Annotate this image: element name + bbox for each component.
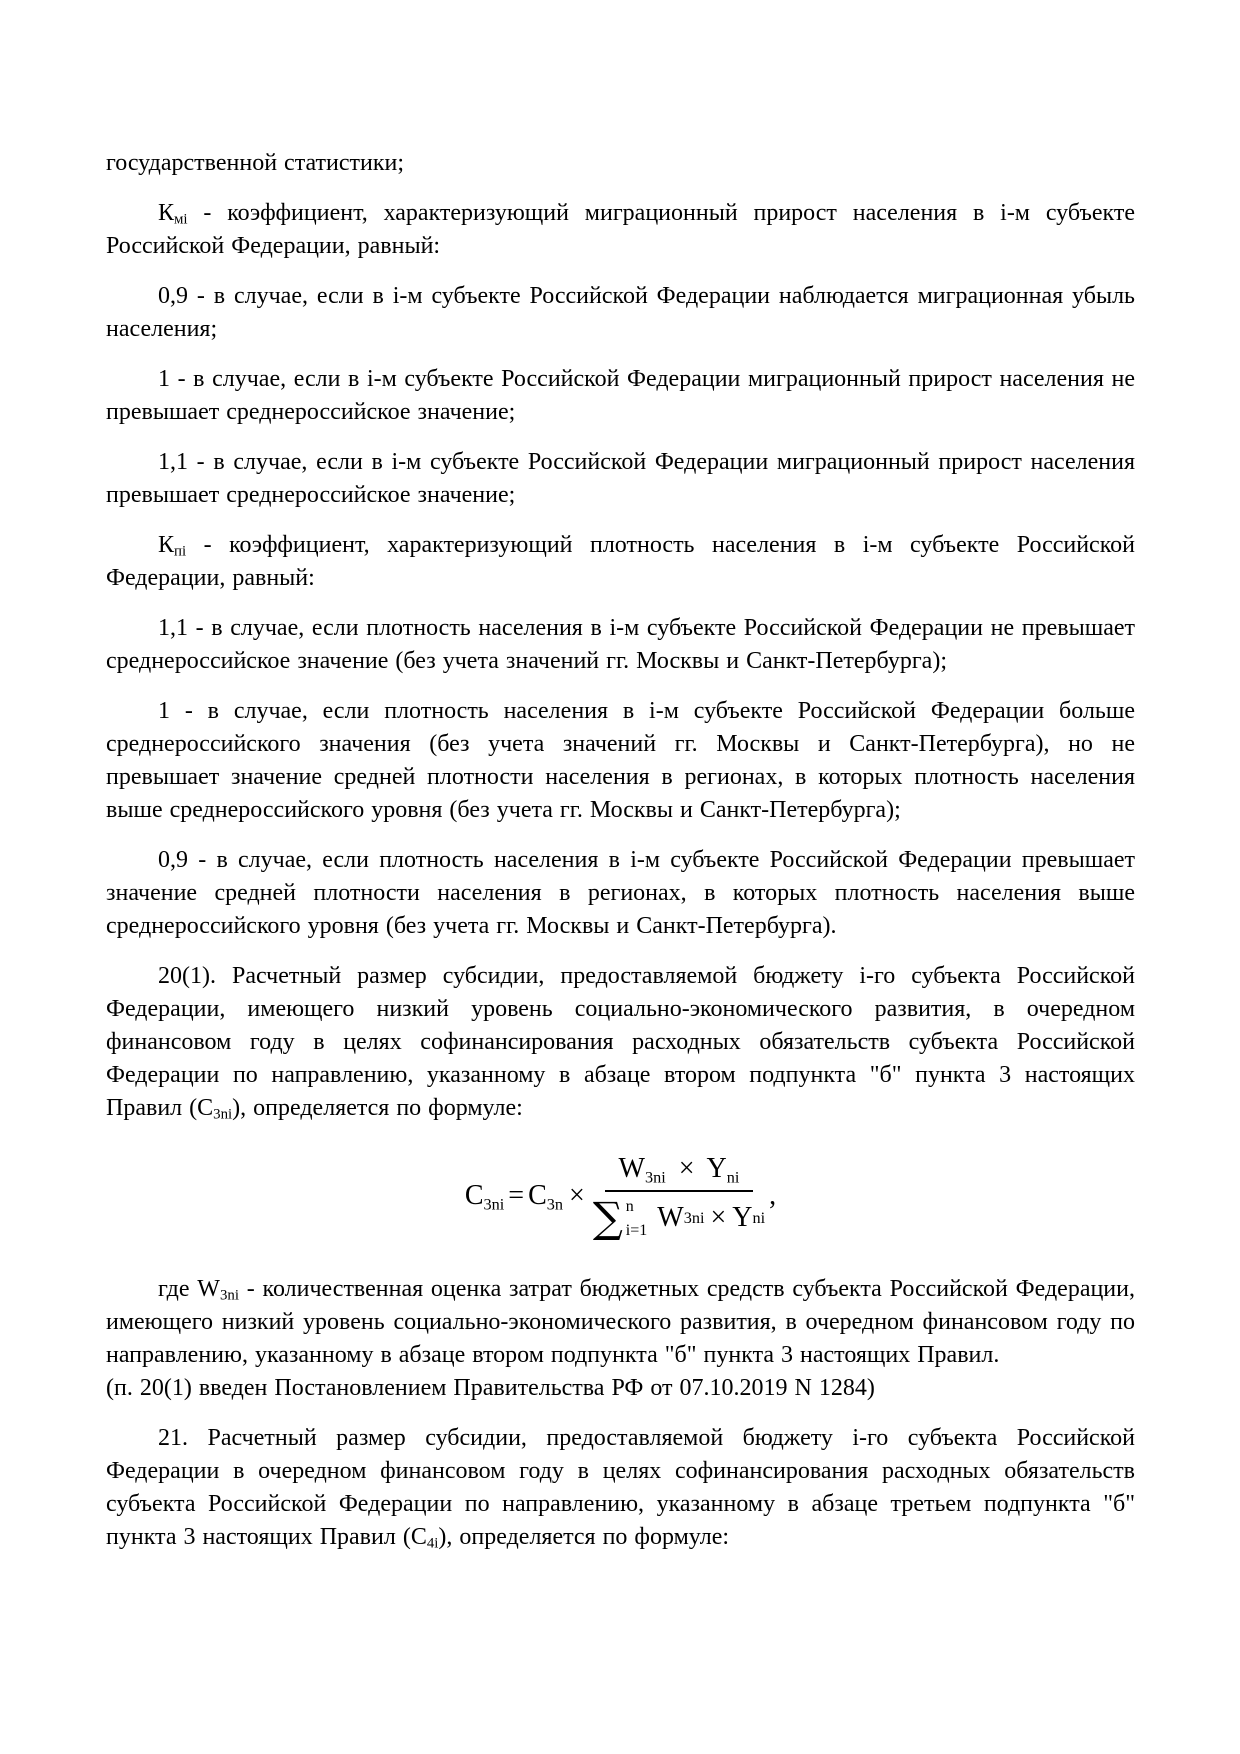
paragraph	[106, 1422, 1135, 1554]
text-run: 1,1 - в случае, если в i-м субъекте Российской Федерации миграционный прирост населения превышает среднероссийское значение;	[106, 449, 1135, 508]
text-run: (п. 20(1) введен Постановлением Правительства РФ от 07.10.2019 N 1284)	[106, 1375, 875, 1401]
subscript-text: 4i	[426, 1535, 439, 1552]
sum-icon: ∑	[592, 1193, 623, 1242]
paragraph	[106, 446, 1135, 512]
text-run: ), определяется по формуле:	[232, 1095, 523, 1121]
document-body	[106, 147, 1135, 1554]
text-run: ), определяется по формуле:	[438, 1524, 730, 1550]
formula-trailing-comma: ,	[769, 1180, 777, 1211]
sum-lower-limit: i=1	[625, 1222, 648, 1239]
equals-sign: =	[508, 1180, 525, 1211]
formula-coef-subscript: 3n	[546, 1195, 564, 1214]
sum-upper-limit: n	[625, 1198, 634, 1215]
text-run: государственной статистики;	[106, 150, 404, 176]
fraction-denominator: ∑ n i=1 W 3ni × Y ni	[592, 1193, 766, 1242]
subscript-text: пi	[174, 543, 187, 560]
paragraph	[106, 363, 1135, 429]
text-run: 1,1 - в случае, если плотность населения в i-м субъекте Российской Федерации не превышает среднероссийское значение (без учета значений гг. Москвы и Санкт-Петербурга);	[106, 615, 1135, 674]
text-run: 21. Расчетный размер субсидии, предоставляемой бюджету i-го субъекта Российской Федерации в очередном финансовом году в целях софинансирования расходных обязательств субъекта Российской Федерации по направлению, указанному в абзаце третьем подпункта "б" пункта 3 настоящих Правил (С	[106, 1425, 1135, 1550]
text-run: К	[158, 200, 175, 226]
paragraph	[106, 147, 1135, 180]
fraction	[592, 1153, 766, 1242]
text-run: где W	[158, 1276, 220, 1302]
sum-limits	[626, 1197, 647, 1239]
multiply-sign: ×	[569, 1180, 585, 1211]
formula-coef: $C_{3n}$	[528, 1180, 564, 1214]
paragraph	[106, 695, 1135, 827]
paragraph	[106, 1273, 1135, 1372]
text-run: 0,9 - в случае, если в i-м субъекте Российской Федерации наблюдается миграционная убыль населения;	[106, 283, 1135, 342]
text-run: К	[158, 532, 175, 558]
text-run: 20(1). Расчетный размер субсидии, предоставляемой бюджету i-го субъекта Российской Федерации, имеющего низкий уровень социально-экономического развития, в очередном финансовом году в целях софинансирования расходных обязательств субъекта Российской Федерации по направлению, указанному в абзаце втором подпункта "б" пункта 3 настоящих Правил (С	[106, 963, 1135, 1121]
text-run: 1 - в случае, если плотность населения в i-м субъекте Российской Федерации больше среднероссийского значения (без учета значений гг. Москвы и Санкт-Петербурга), но не превышает значение средней плотности населения в регионах, в которых плотность населения выше среднероссийского уровня (без учета гг. Москвы и Санкт-Петербурга);	[106, 698, 1135, 823]
subscript-text: 3ni	[219, 1287, 239, 1304]
text-run: 0,9 - в случае, если плотность населения в i-м субъекте Российской Федерации превышает значение средней плотности населения в регионах, в которых плотность населения выше среднероссийского уровня (без учета гг. Москвы и Санкт-Петербурга).	[106, 847, 1135, 939]
paragraph	[106, 529, 1135, 595]
fraction-numerator: $W_{3ni} \times Y_{ni}$	[605, 1153, 754, 1192]
multiply-sign: ×	[710, 1202, 727, 1233]
paragraph	[106, 612, 1135, 678]
text-run: 1 - в случае, если в i-м субъекте Российской Федерации миграционный прирост населения не превышает среднероссийское значение;	[106, 366, 1135, 425]
subscript-text: 3ni	[213, 1106, 233, 1123]
subscript-text: мi	[174, 211, 188, 228]
text-run: - коэффициент, характеризующий миграционный прирост населения в i-м субъекте Российской Федерации, равный:	[106, 200, 1135, 259]
paragraph	[106, 197, 1135, 263]
paragraph	[106, 960, 1135, 1125]
formula	[106, 1153, 1135, 1242]
multiply-sign: ×	[678, 1153, 695, 1184]
text-run: - коэффициент, характеризующий плотность населения в i-м субъекте Российской Федерации, равный:	[106, 532, 1135, 591]
text-run: - количественная оценка затрат бюджетных средств субъекта Российской Федерации, имеющего низкий уровень социально-экономического развития, в очередном финансовом году по направлению, указанному в абзаце втором подпункта "б" пункта 3 настоящих Правил.	[106, 1276, 1135, 1368]
formula-lhs-subscript: 3ni	[483, 1195, 505, 1214]
paragraph	[106, 844, 1135, 943]
paragraph	[106, 280, 1135, 346]
paragraph	[106, 1372, 1135, 1405]
formula-lhs: $C_{3ni}$	[464, 1180, 505, 1214]
